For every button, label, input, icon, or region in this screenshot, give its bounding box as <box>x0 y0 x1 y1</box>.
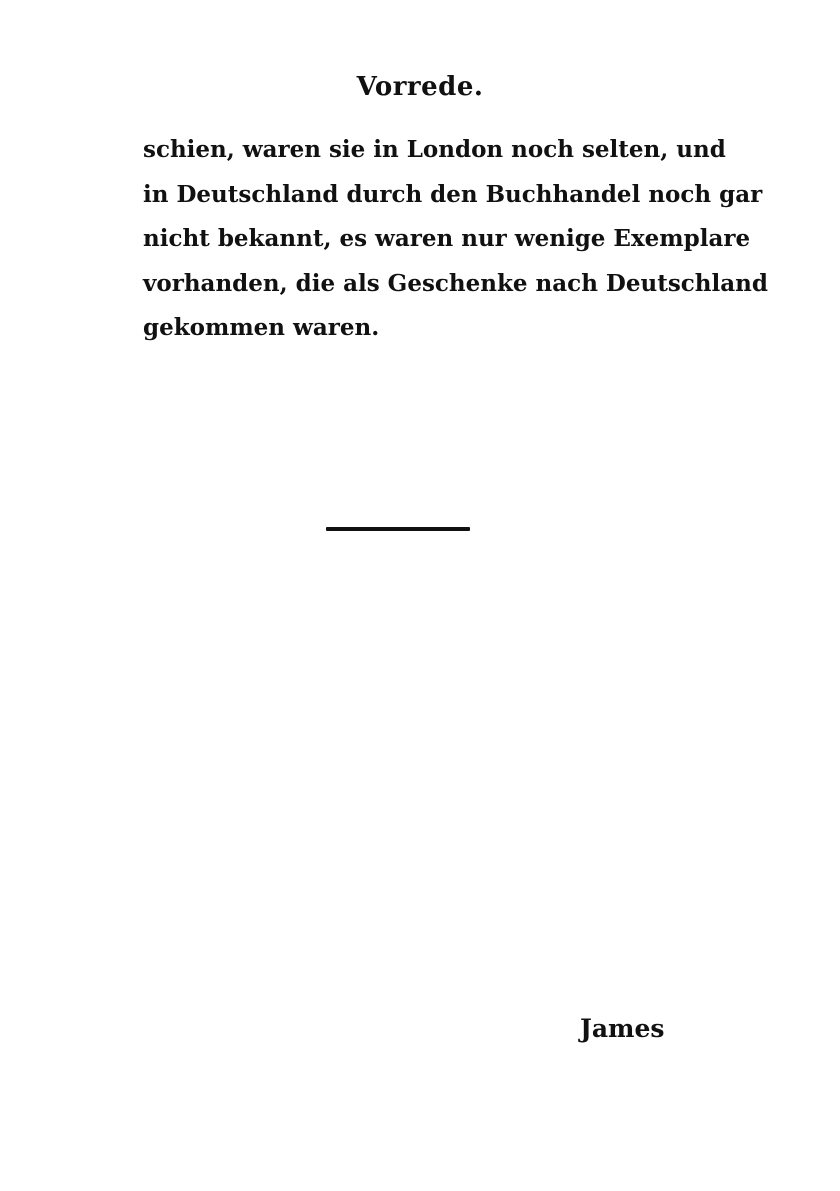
text-line-2: in Deutschland durch den Buchhandel noch gar <box>143 180 763 208</box>
text-line-3: nicht bekannt, es waren nur wenige Exemplare <box>143 225 751 252</box>
text-line-4: vorhanden, die als Geschenke nach Deutschland <box>143 269 768 297</box>
text-line-1: schien, waren sie in London noch selten, und <box>143 136 726 163</box>
running-head: Vorrede. <box>356 72 484 102</box>
text-line-5: gekommen waren. <box>143 314 380 341</box>
section-divider-rule <box>326 527 470 531</box>
body-paragraph <box>143 128 768 351</box>
catchword: James <box>580 1014 665 1043</box>
